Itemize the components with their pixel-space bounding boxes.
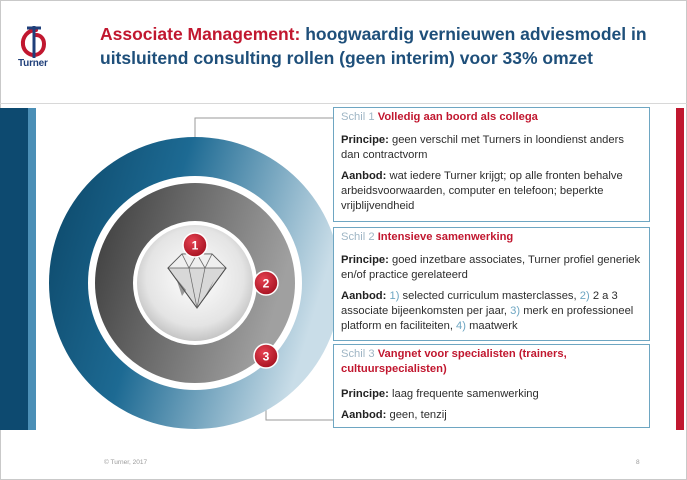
principe-label: Principe: [341,134,389,146]
aanbod-text: geen, tenzij [389,409,447,421]
aanbod-item-text: selected curriculum masterclasses, [402,290,577,302]
aanbod-item-num: 2) [579,290,590,302]
schil-1-heading [341,110,641,125]
aanbod-item-num: 4) [456,320,466,332]
footer-page-number: 8 [636,459,640,466]
aanbod-label: Aanbod: [341,290,387,302]
schil-2-title: Intensieve samenwerking [377,231,514,243]
schil-3-aanbod [341,408,641,423]
marker-2 [254,271,278,295]
aanbod-item-num: 1) [389,290,400,302]
aanbod-item-num: 3) [510,305,521,317]
schil-2-aanbod [341,289,641,334]
schil-1-label: Schil 1 [341,111,375,123]
aanbod-label: Aanbod: [341,170,387,182]
principe-text: goed inzetbare associates, Turner profiel generiek en/of practice gerelateerd [341,254,641,281]
aanbod-item-text: merk en professioneel platform en faciliteiten, [341,305,634,332]
schil-1-box [333,107,650,222]
schil-2-label: Schil 2 [341,231,375,243]
principe-label: Principe: [341,388,389,400]
aanbod-text: wat iedere Turner krijgt; op alle fronten behalve arbeidsvoorwaarden, computer en telefoon; beperkte vrijblijvendheid [341,170,623,212]
principe-text: laag frequente samenwerking [391,388,539,400]
title-rest: hoogwaardig vernieuwen adviesmodel in uitsluitend consulting rollen (geen interim) voor 33% omzet [100,24,647,68]
schil-3-label: Schil 3 [341,348,375,360]
aanbod-label: Aanbod: [341,409,387,421]
marker-2-label: 2 [262,276,270,291]
marker-1 [183,233,207,257]
schil-3-heading [341,347,641,377]
schil-2-heading [341,230,641,245]
aanbod-item-text: 2 a 3 associate bijeenkomsten per jaar, [341,290,618,317]
principe-text: geen verschil met Turners in loondienst anders dan contractvorm [341,134,624,161]
footer-copyright: © Turner, 2017 [104,459,148,466]
marker-1-label: 1 [191,238,199,253]
title-accent: Associate Management: [100,24,301,44]
schil-3-title: Vangnet voor specialisten (trainers, cultuurspecialisten) [341,348,567,375]
aanbod-item-text: maatwerk [469,320,518,332]
schil-3-box [333,344,650,428]
schil-2-principe [341,253,641,283]
schil-1-principe [341,133,641,163]
schil-2-box [333,227,650,341]
marker-3-label: 3 [262,349,270,364]
marker-3 [254,344,278,368]
logo-wordmark: Turner [18,58,48,69]
schil-1-title: Volledig aan boord als collega [377,111,538,123]
schil-3-principe [341,387,641,402]
principe-label: Principe: [341,254,389,266]
schil-1-aanbod [341,169,641,214]
